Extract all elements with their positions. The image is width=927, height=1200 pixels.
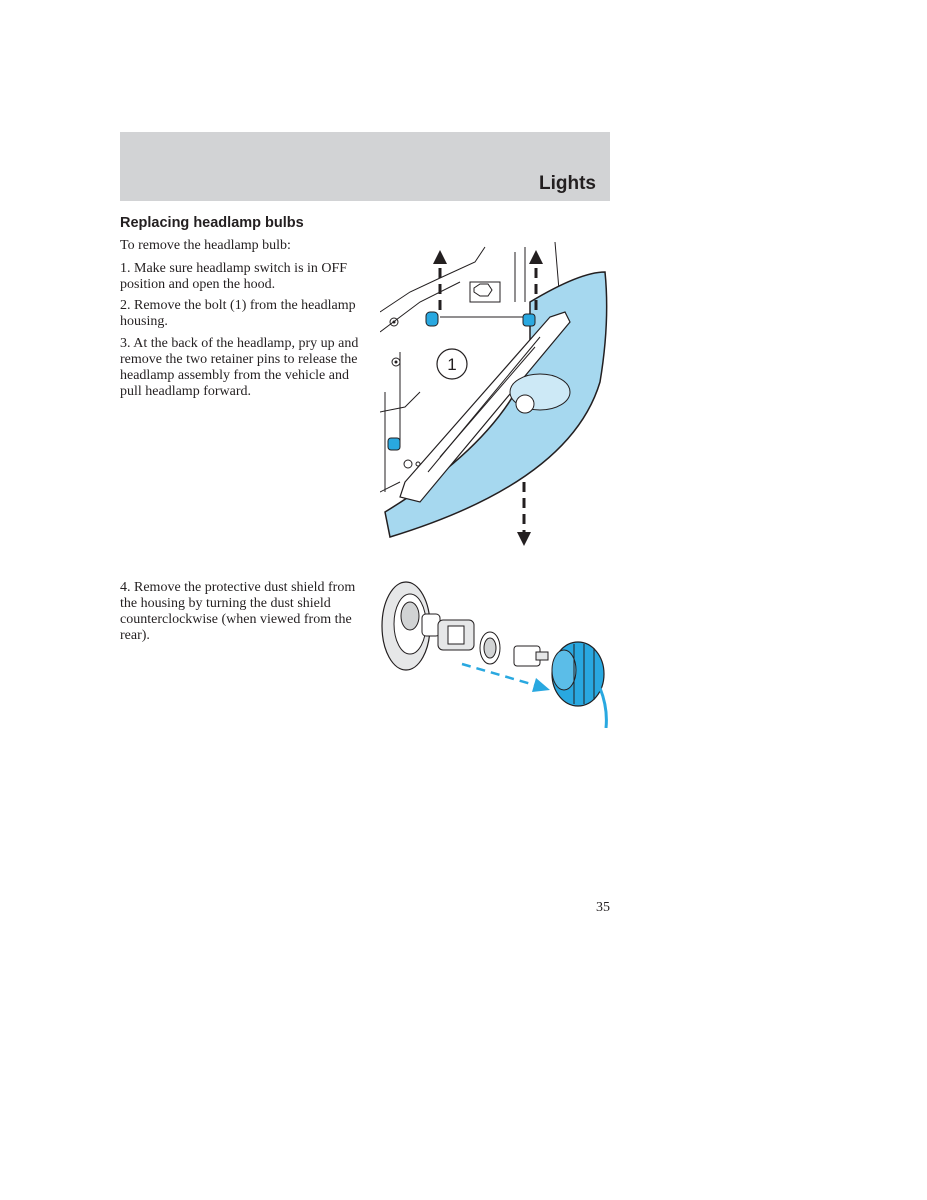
page-number: 35 [596, 900, 610, 915]
step-4: 4. Remove the protective dust shield from the housing by turning the dust shield counterclockwise (when viewed from the rear). [120, 580, 356, 643]
section-title: Lights [539, 173, 596, 194]
subsection-heading: Replacing headlamp bulbs [120, 215, 304, 231]
intro-text: To remove the headlamp bulb: [120, 238, 291, 253]
step-2: 2. Remove the bolt (1) from the headlamp housing. [120, 298, 356, 329]
section-header-band [120, 132, 610, 201]
dust-shield-illustration [378, 578, 612, 728]
step-1: 1. Make sure headlamp switch is in OFF position and open the hood. [120, 261, 348, 292]
headlamp-removal-illustration [380, 242, 612, 552]
callout-1: 1 [447, 355, 457, 374]
step-3: 3. At the back of the headlamp, pry up and remove the two retainer pins to release the headlamp assembly from the vehicle and pull headlamp forward. [120, 336, 359, 399]
